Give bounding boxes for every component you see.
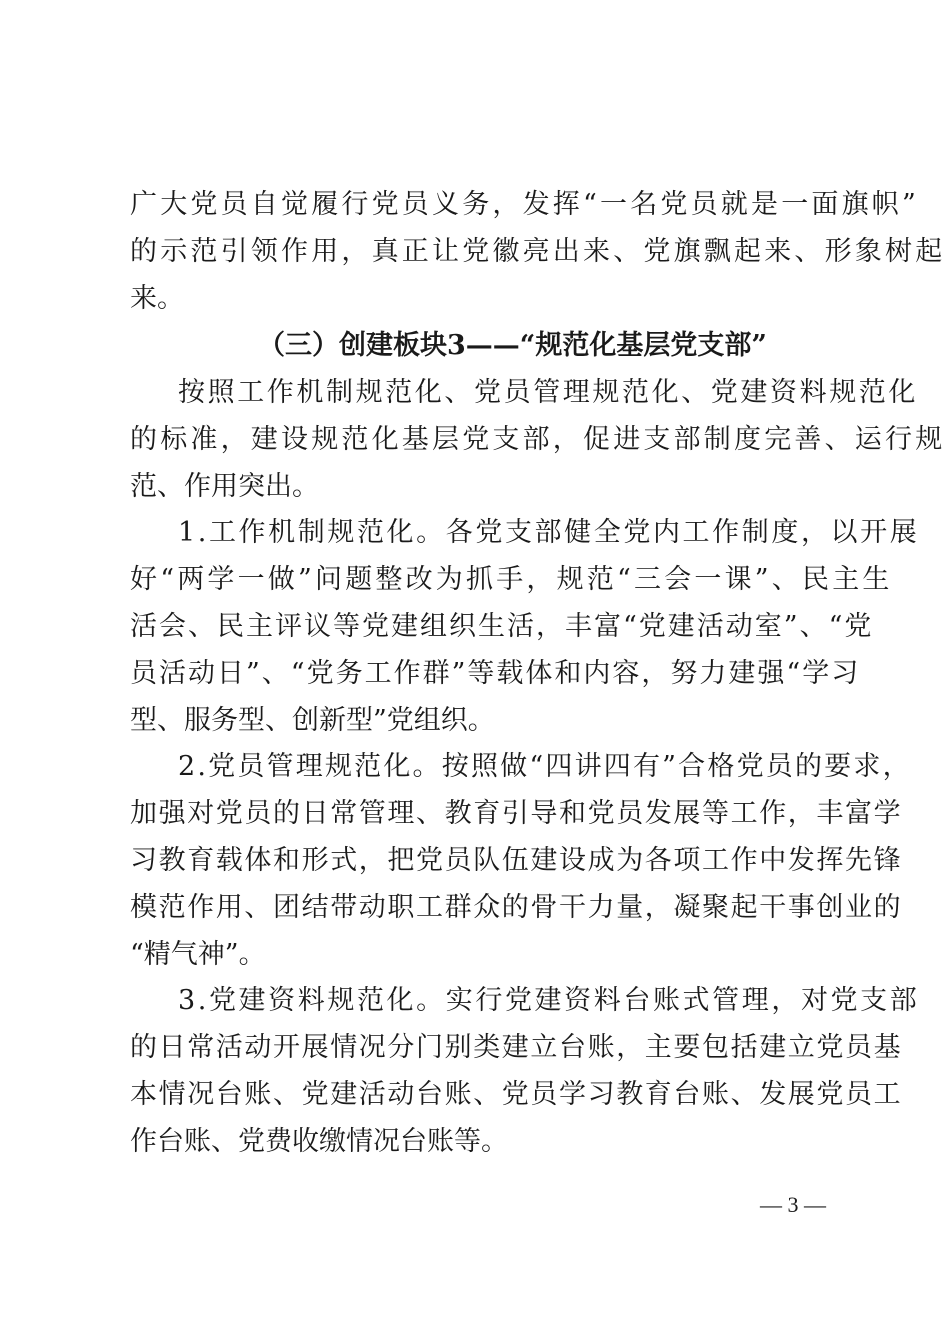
item-3-line-1: 3.党建资料规范化。实行党建资料台账式管理，对党支部 xyxy=(178,985,920,1016)
page-number: — 3 — xyxy=(760,1192,826,1217)
item-2-line-5: “精气神”。 xyxy=(130,939,266,970)
item-1-line-1: 1.工作机制规范化。各党支部健全党内工作制度，以开展 xyxy=(178,517,920,548)
item-3-line-4: 作台账、党费收缴情况台账等。 xyxy=(130,1126,508,1157)
paragraph-2-line-1: 按照工作机制规范化、党员管理规范化、党建资料规范化 xyxy=(178,377,918,408)
item-2-line-1: 2.党员管理规范化。按照做“四讲四有”合格党员的要求， xyxy=(178,751,912,782)
section-heading: （三）创建板块3——“规范化基层党支部” xyxy=(258,330,767,361)
paragraph-1-line-1: 广大党员自觉履行党员义务，发挥“一名党员就是一面旗帜” xyxy=(130,189,920,220)
paragraph-2-line-3: 范、作用突出。 xyxy=(130,471,319,502)
item-1-line-3: 活会、民主评议等党建组织生活，丰富“党建活动室”、“党 xyxy=(130,611,874,642)
item-3-line-3: 本情况台账、党建活动台账、党员学习教育台账、发展党员工 xyxy=(130,1079,903,1110)
paragraph-1-line-2: 的示范引领作用，真正让党徽亮出来、党旗飘起来、形象树起 xyxy=(130,236,946,267)
item-3-line-2: 的日常活动开展情况分门别类建立台账，主要包括建立党员基 xyxy=(130,1032,903,1063)
item-2-line-2: 加强对党员的日常管理、教育引导和党员发展等工作，丰富学 xyxy=(130,798,903,829)
item-1-line-5: 型、服务型、创新型”党组织。 xyxy=(130,705,495,736)
paragraph-2-line-2: 的标准，建设规范化基层党支部，促进支部制度完善、运行规 xyxy=(130,424,946,455)
item-2-line-4: 模范作用、团结带动职工群众的骨干力量，凝聚起干事创业的 xyxy=(130,892,903,923)
item-1-line-2: 好“两学一做”问题整改为抓手，规范“三会一课”、民主生 xyxy=(130,564,893,595)
paragraph-1-line-3: 来。 xyxy=(130,283,184,314)
item-2-line-3: 习教育载体和形式，把党员队伍建设成为各项工作中发挥先锋 xyxy=(130,845,903,876)
item-1-line-4: 员活动日”、“党务工作群”等载体和内容，努力建强“学习 xyxy=(130,658,861,689)
